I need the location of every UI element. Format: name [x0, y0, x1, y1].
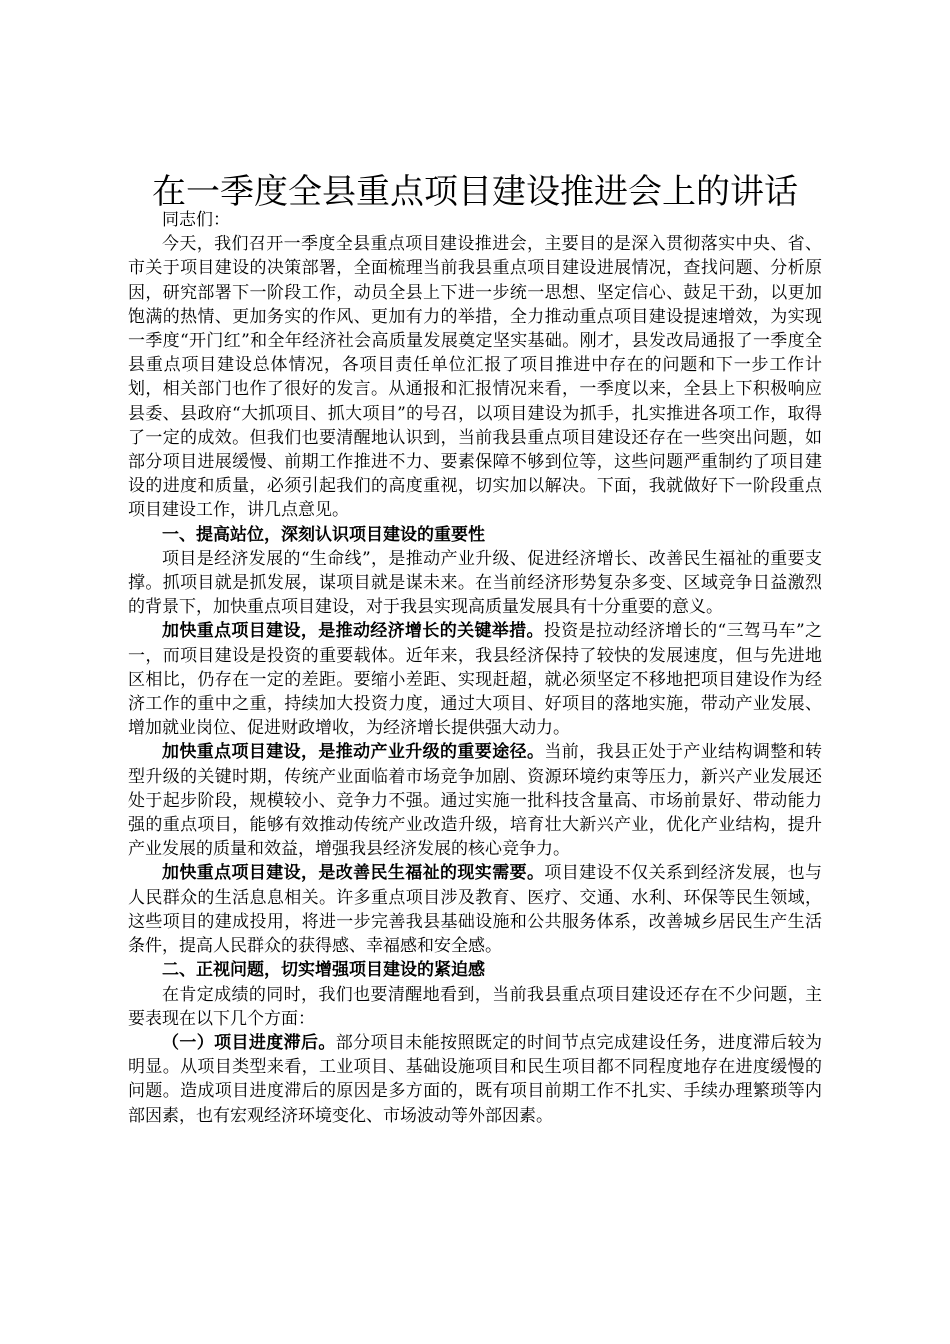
lead-sentence-progress-lag: （一）项目进度滞后。: [162, 1032, 336, 1053]
paragraph-text: 项目建设不仅关系到经济发展，也与人民群众的生活息息相关。许多重点项目涉及教育、医疗、交通、水利、环保等民生领域，这些项目的建成投用，将进一步完善我县基础设施和公共服务体系，改善城乡居民生产生活条件，提高人民群众的获得感、幸福感和安全感。: [128, 863, 823, 957]
document-body: [128, 208, 822, 1128]
paragraph-importance: 项目是经济发展的“生命线”，是推动产业升级、促进经济增长、改善民生福祉的重要支撑。抓项目就是抓发展，谋项目就是谋未来。在当前经济形势复杂多变、区域竞争日益激烈的背景下，加快重点项目建设，对于我县实现高质量发展具有十分重要的意义。: [128, 548, 822, 618]
lead-sentence-economic-growth: 加快重点项目建设，是推动经济增长的关键举措。: [162, 621, 544, 642]
paragraph-livelihood: [128, 861, 822, 958]
section-heading-1: 一、提高站位，深刻认识项目建设的重要性: [162, 524, 485, 545]
paragraph-industry-upgrade: [128, 740, 822, 861]
paragraph-progress-lag: [128, 1031, 822, 1128]
lead-sentence-livelihood: 加快重点项目建设，是改善民生福祉的现实需要。: [162, 863, 545, 884]
paragraph-text: 当前，我县正处于产业结构调整和转型升级的关键时期，传统产业面临着市场竞争加剧、资源环境约束等压力，新兴产业发展还处于起步阶段，规模较小、竞争力不强。通过实施一批科技含量高、市场前景好、带动能力强的重点项目，能够有效推动传统产业改造升级，培育壮大新兴产业，优化产业结构，提升产业发展的质量和效益，增强我县经济发展的核心竞争力。: [128, 742, 823, 860]
lead-sentence-industry-upgrade: 加快重点项目建设，是推动产业升级的重要途径。: [162, 742, 545, 763]
paragraph-problems: 在肯定成绩的同时，我们也要清醒地看到，当前我县重点项目建设还存在不少问题，主要表现在以下几个方面：: [128, 984, 822, 1029]
greeting: 同志们：: [162, 210, 230, 230]
section-heading-2: 二、正视问题，切实增强项目建设的紧迫感: [162, 960, 485, 981]
paragraph-text: 部分项目未能按照既定的时间节点完成建设任务，进度滞后较为明显。从项目类型来看，工业项目、基础设施项目和民生项目都不同程度地存在进度缓慢的问题。造成项目进度滞后的原因是多方面的，既有项目前期工作不扎实、手续办理繁琐等内部因素，也有宏观经济环境变化、市场波动等外部因素。: [128, 1032, 823, 1126]
paragraph-text: 投资是拉动经济增长的“三驾马车”之一，而项目建设是投资的重要载体。近年来，我县经济保持了较快的发展速度，但与先进地区相比，仍存在一定的差距。要缩小差距、实现赶超，就必须坚定不移地把项目建设作为经济工作的重中之重，持续加大投资力度，通过大项目、好项目的落地实施，带动产业发展、增加就业岗位、促进财政增收，为经济增长提供强大动力。: [128, 621, 823, 739]
document-title: 在一季度全县重点项目建设推进会上的讲话: [152, 172, 798, 212]
paragraph-intro: 今天，我们召开一季度全县重点项目建设推进会，主要目的是深入贯彻落实中央、省、市关于项目建设的决策部署，全面梳理当前我县重点项目建设进展情况，查找问题、分析原因，研究部署下一阶段工作，动员全县上下进一步统一思想、坚定信心、鼓足干劲，以更加饱满的热情、更加务实的作风、更加有力的举措，全力推动重点项目建设提速增效，为实现一季度“开门红”和全年经济社会高质量发展奠定坚实基础。刚才，县发改局通报了一季度全县重点项目建设总体情况，各项目责任单位汇报了项目推进中存在的问题和下一步工作计划，相关部门也作了很好的发言。从通报和汇报情况来看，一季度以来，全县上下积极响应县委、县政府“大抓项目、抓大项目”的号召，以项目建设为抓手，扎实推进各项工作，取得了一定的成效。但我们也要清醒地认识到，当前我县重点项目建设还存在一些突出问题，如部分项目进展缓慢、前期工作推进不力、要素保障不够到位等，这些问题严重制约了项目建设的进度和质量，必须引起我们的高度重视，切实加以解决。下面，我就做好下一阶段重点项目建设工作，讲几点意见。: [128, 234, 822, 521]
paragraph-economic-growth: [128, 619, 822, 740]
